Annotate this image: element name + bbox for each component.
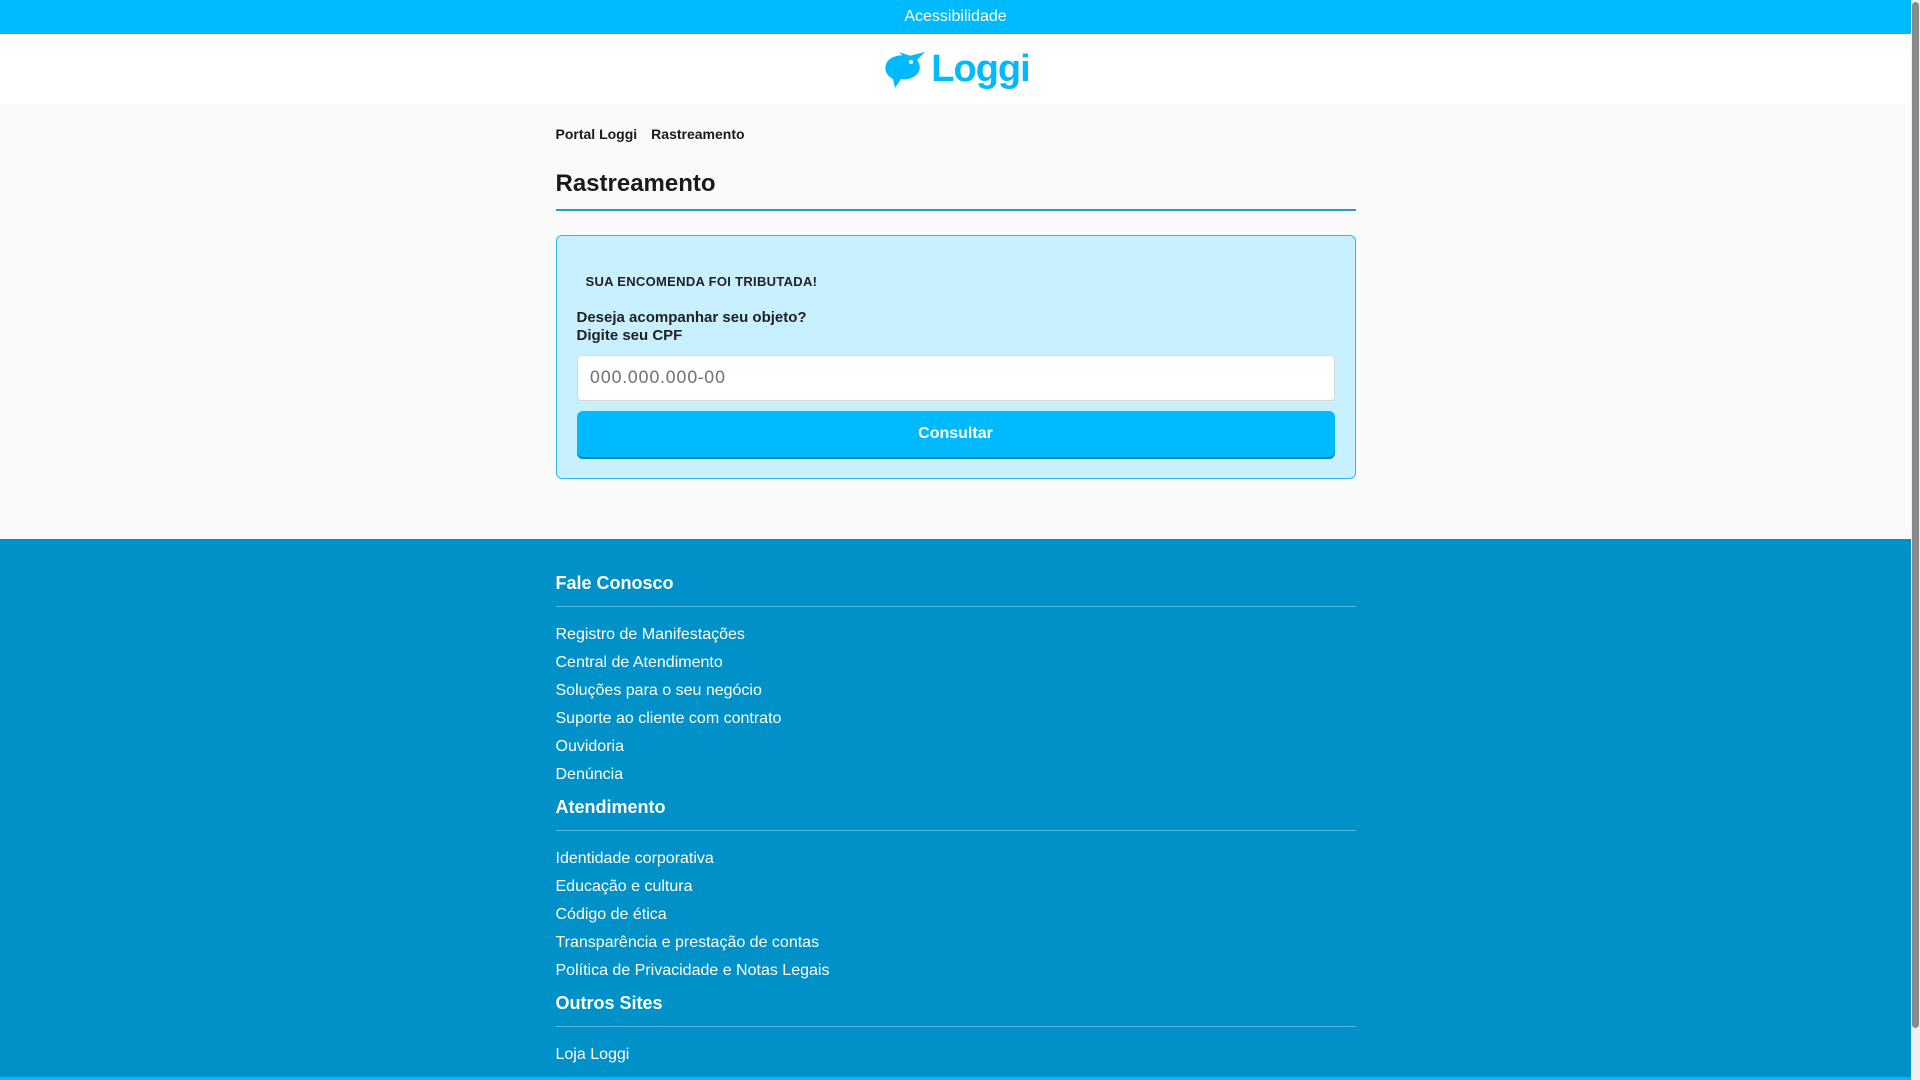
- footer-link[interactable]: Denúncia: [555, 766, 624, 783]
- tracking-prompt: [577, 309, 1335, 345]
- prompt-line-1: Deseja acompanhar seu objeto?: [576, 309, 807, 326]
- footer-section-outros-sites: [556, 993, 1356, 1069]
- footer-link-list: [556, 621, 1356, 789]
- accessibility-link[interactable]: Acessibilidade: [904, 8, 1007, 25]
- footer-link-list: [556, 845, 1356, 985]
- footer-link-list: [556, 1041, 1356, 1069]
- footer-link[interactable]: Ouvidoria: [555, 738, 624, 755]
- cpf-input[interactable]: [577, 355, 1335, 401]
- footer-content: [556, 539, 1356, 1069]
- footer-link[interactable]: Código de ética: [555, 906, 667, 923]
- scrollbar-thumb[interactable]: [1912, 2, 1919, 1028]
- footer-link[interactable]: Educação e cultura: [555, 878, 693, 895]
- breadcrumb-portal-loggi[interactable]: Portal Loggi: [555, 126, 638, 142]
- footer-link[interactable]: Transparência e prestação de contas: [555, 934, 820, 951]
- header: [0, 34, 1911, 104]
- footer-section-title: Fale Conosco: [556, 573, 1356, 607]
- footer-link[interactable]: Soluções para o seu negócio: [555, 682, 762, 699]
- footer-section-atendimento: [556, 797, 1356, 985]
- accessibility-bar: [0, 0, 1911, 34]
- page-scrollbar[interactable]: [1911, 0, 1920, 1080]
- breadcrumb-rastreamento[interactable]: Rastreamento: [651, 126, 745, 142]
- loggi-rabbit-icon: [881, 48, 927, 90]
- consultar-button[interactable]: Consultar: [577, 411, 1335, 457]
- footer-section-title: Outros Sites: [556, 993, 1356, 1027]
- footer-link[interactable]: Loja Loggi: [555, 1046, 630, 1063]
- page-title: Rastreamento: [556, 170, 1356, 211]
- loggi-logo-text: Loggi: [931, 47, 1030, 90]
- footer-section-fale-conosco: [556, 573, 1356, 789]
- tracking-card: [556, 235, 1356, 479]
- tax-alert-title: SUA ENCOMENDA FOI TRIBUTADA!: [585, 274, 818, 289]
- breadcrumb: [556, 104, 1356, 142]
- loggi-logo[interactable]: [881, 48, 1029, 91]
- prompt-line-2: Digite seu CPF: [576, 327, 683, 344]
- footer-link[interactable]: Suporte ao cliente com contrato: [555, 710, 782, 727]
- footer-section-title: Atendimento: [556, 797, 1356, 831]
- footer-link[interactable]: Identidade corporativa: [555, 850, 714, 867]
- footer-link[interactable]: Registro de Manifestações: [555, 626, 745, 643]
- footer: [0, 539, 1911, 1080]
- footer-link[interactable]: Política de Privacidade e Notas Legais: [555, 962, 830, 979]
- main-content: [556, 104, 1356, 479]
- footer-link[interactable]: Central de Atendimento: [555, 654, 723, 671]
